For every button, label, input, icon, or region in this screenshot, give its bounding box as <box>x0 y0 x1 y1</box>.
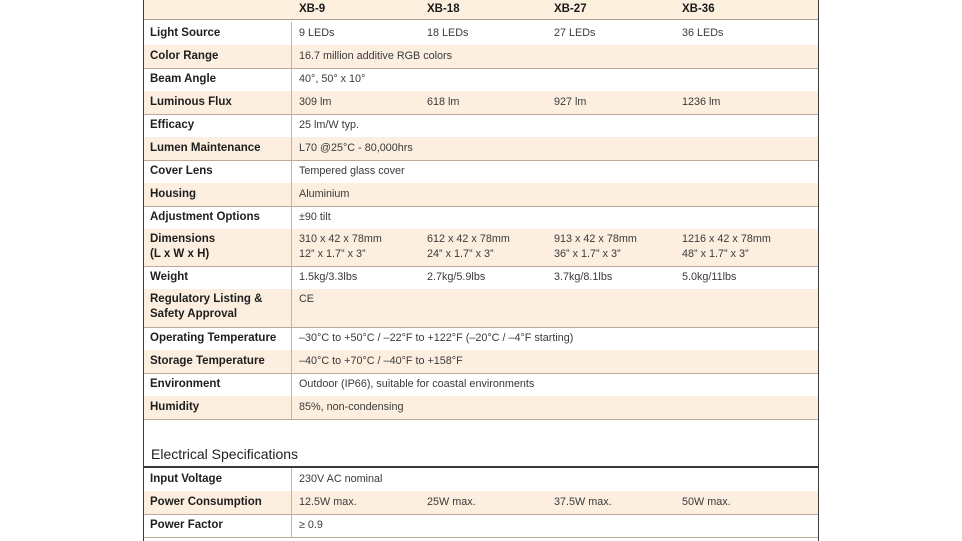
cell-value: 27 LEDs <box>554 27 596 39</box>
cell-value: 9 LEDs <box>299 27 335 39</box>
column-divider <box>291 45 292 68</box>
column-divider <box>291 468 292 491</box>
table-row <box>144 289 818 328</box>
cell-value: 18 LEDs <box>427 27 469 39</box>
cell-value: CE <box>299 293 314 305</box>
cell-value-line2: 24” x 1.7” x 3” <box>427 248 494 260</box>
cell-value: 1.5kg/3.3lbs <box>299 271 358 283</box>
table-row <box>144 373 818 397</box>
column-divider <box>291 266 292 289</box>
table-row <box>144 266 818 290</box>
row-label-line2: Safety Approval <box>150 308 238 320</box>
column-header-row <box>144 0 818 20</box>
row-label: Dimensions <box>150 233 216 245</box>
column-divider <box>291 350 292 373</box>
column-divider <box>291 22 292 45</box>
column-header: XB-36 <box>682 3 715 15</box>
cell-value: 12.5W max. <box>299 496 357 508</box>
row-label: Efficacy <box>150 119 195 131</box>
row-label: Storage Temperature <box>150 355 265 367</box>
cell-value: Outdoor (IP66), suitable for coastal environments <box>299 378 535 390</box>
cell-value: ±90 tilt <box>299 211 331 223</box>
table-row <box>144 396 818 420</box>
cell-value-line2: 12” x 1.7” x 3” <box>299 248 366 260</box>
column-divider <box>291 183 292 206</box>
table-row <box>144 327 818 351</box>
cell-value: 50W max. <box>682 496 731 508</box>
table-row <box>144 68 818 92</box>
table-row <box>144 91 818 115</box>
table-row <box>144 468 818 492</box>
row-label: Environment <box>150 378 221 390</box>
table-row <box>144 137 818 161</box>
cell-value: 25W max. <box>427 496 476 508</box>
cell-value: 25 lm/W typ. <box>299 119 359 131</box>
cell-value: Tempered glass cover <box>299 165 405 177</box>
column-divider <box>291 373 292 396</box>
column-divider <box>291 137 292 160</box>
cell-value: 2.7kg/5.9lbs <box>427 271 486 283</box>
row-label: Humidity <box>150 401 200 413</box>
column-divider <box>291 514 292 537</box>
spec-sheet <box>143 0 819 541</box>
cell-value: 3.7kg/8.1lbs <box>554 271 613 283</box>
row-label: Power Factor <box>150 519 223 531</box>
cell-value-line2: 48” x 1.7” x 3” <box>682 248 749 260</box>
table-row <box>144 22 818 46</box>
row-label: Regulatory Listing & <box>150 293 263 305</box>
column-header: XB-18 <box>427 3 460 15</box>
column-header: XB-27 <box>554 3 587 15</box>
column-divider <box>291 229 292 266</box>
cell-value: L70 @25°C - 80,000hrs <box>299 142 413 154</box>
column-divider <box>291 491 292 514</box>
cell-value: 37.5W max. <box>554 496 612 508</box>
cell-value: 36 LEDs <box>682 27 724 39</box>
row-label: Weight <box>150 271 189 283</box>
electrical-section-title: Electrical Specifications <box>151 446 299 462</box>
column-divider <box>291 327 292 350</box>
column-divider <box>291 114 292 137</box>
cell-value: –30°C to +50°C / –22°F to +122°F (–20°C / –4°F starting) <box>299 332 574 344</box>
cell-value: 913 x 42 x 78mm <box>554 233 637 245</box>
cell-value: 309 lm <box>299 96 332 108</box>
cell-value: 1216 x 42 x 78mm <box>682 233 771 245</box>
table-row <box>144 45 818 69</box>
row-label: Lumen Maintenance <box>150 142 261 154</box>
cell-value: –40°C to +70°C / –40°F to +158°F <box>299 355 463 367</box>
cell-value: 16.7 million additive RGB colors <box>299 50 453 62</box>
cell-value: 1236 lm <box>682 96 721 108</box>
table-row <box>144 491 818 515</box>
row-label: Light Source <box>150 27 221 39</box>
column-divider <box>291 396 292 419</box>
cell-value-line2: 36” x 1.7” x 3” <box>554 248 621 260</box>
table-row <box>144 514 818 538</box>
row-label: Adjustment Options <box>150 211 260 223</box>
column-divider <box>291 91 292 114</box>
table-row <box>144 206 818 230</box>
column-divider <box>291 206 292 229</box>
cell-value: 85%, non-condensing <box>299 401 404 413</box>
table-row <box>144 160 818 184</box>
row-label: Cover Lens <box>150 165 213 177</box>
table-row <box>144 350 818 374</box>
cell-value: 927 lm <box>554 96 587 108</box>
row-label-line2: (L x W x H) <box>150 248 210 260</box>
row-label: Luminous Flux <box>150 96 232 108</box>
cell-value: 40°, 50° x 10° <box>299 73 366 85</box>
cell-value: 612 x 42 x 78mm <box>427 233 510 245</box>
column-header: XB-9 <box>299 3 326 15</box>
cell-value: 230V AC nominal <box>299 473 383 485</box>
row-label: Input Voltage <box>150 473 222 485</box>
row-label: Beam Angle <box>150 73 217 85</box>
cell-value: 618 lm <box>427 96 460 108</box>
table-row <box>144 183 818 207</box>
cell-value: Aluminium <box>299 188 350 200</box>
row-label: Power Consumption <box>150 496 262 508</box>
cell-value: 310 x 42 x 78mm <box>299 233 382 245</box>
table-row <box>144 229 818 267</box>
row-label: Housing <box>150 188 196 200</box>
row-label: Color Range <box>150 50 219 62</box>
column-divider <box>291 289 292 327</box>
table-row <box>144 114 818 138</box>
cell-value: 5.0kg/11lbs <box>682 271 737 283</box>
column-divider <box>291 68 292 91</box>
column-divider <box>291 160 292 183</box>
cell-value: ≥ 0.9 <box>299 519 323 531</box>
row-label: Operating Temperature <box>150 332 277 344</box>
